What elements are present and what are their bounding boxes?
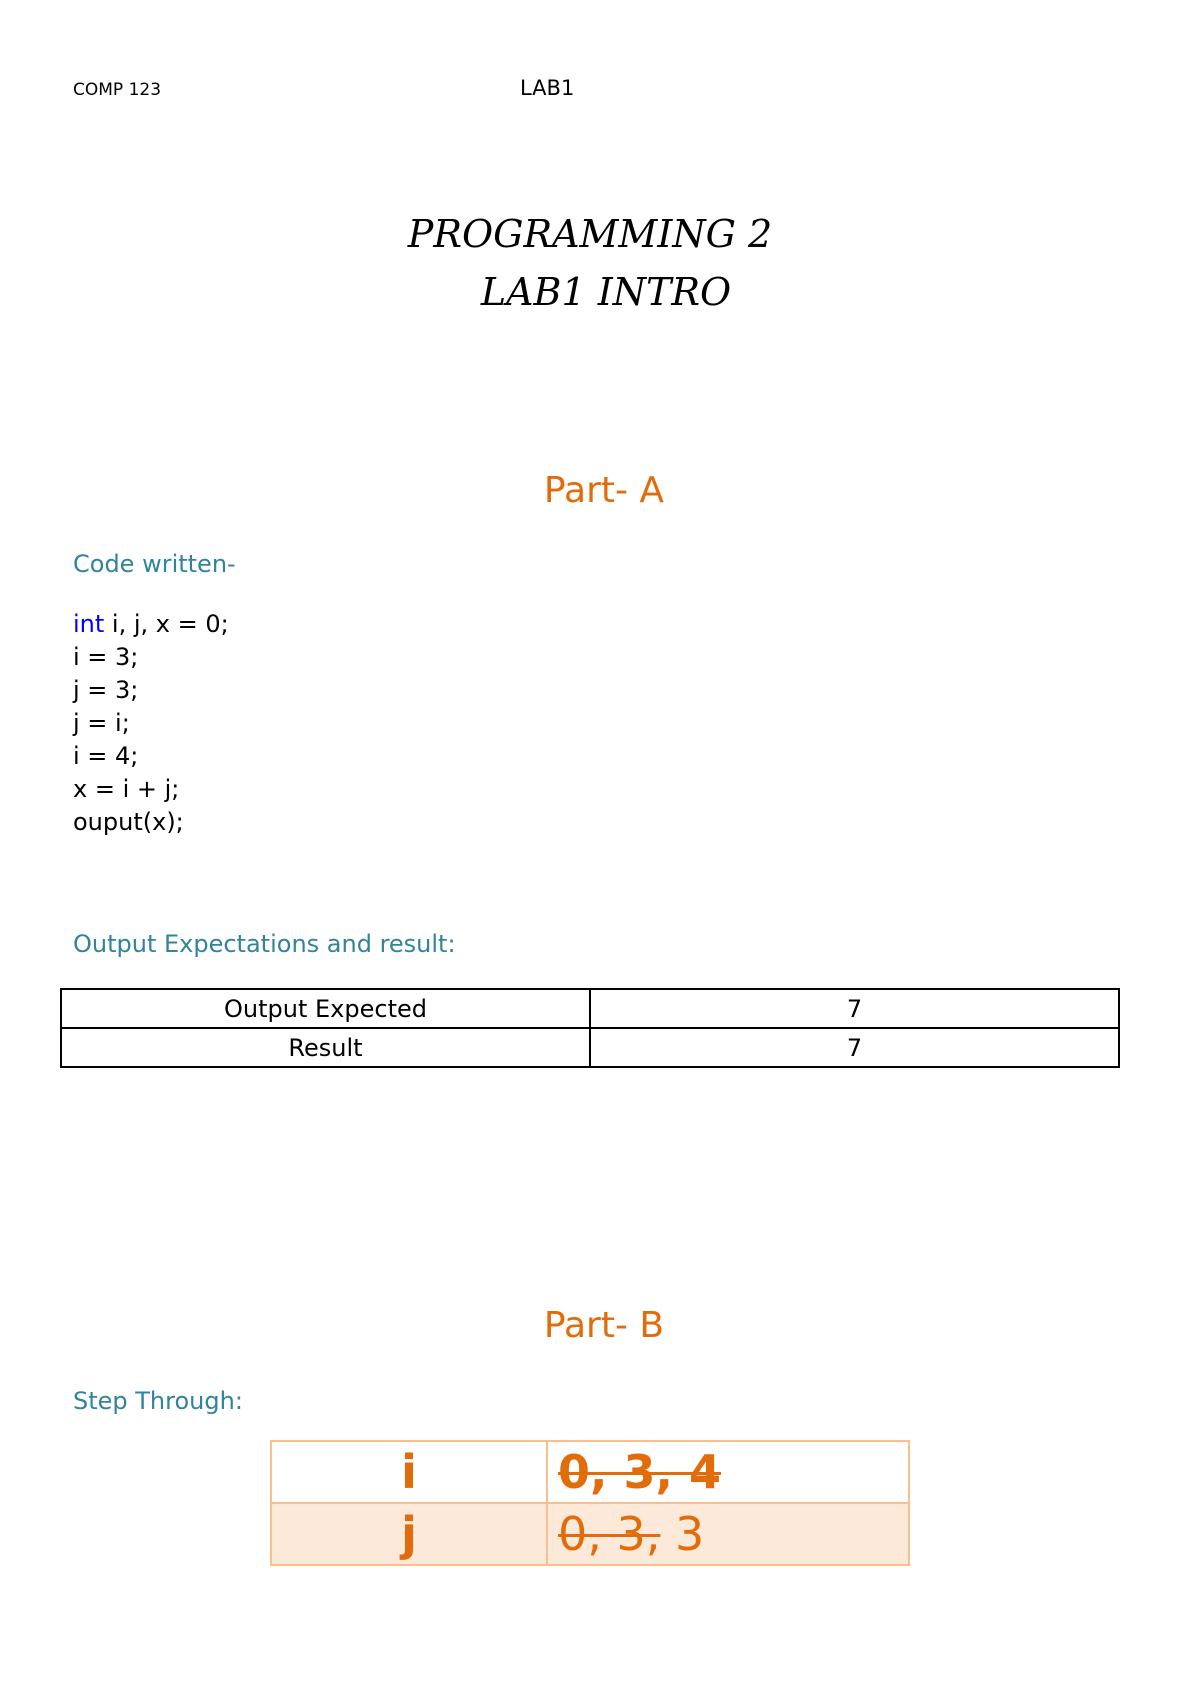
code-text: i, j, x = 0; xyxy=(104,610,229,638)
output-table xyxy=(60,988,1120,1068)
code-line: j = i; xyxy=(73,709,130,737)
code-line: i = 3; xyxy=(73,643,139,671)
part-a-heading: Part- A xyxy=(543,470,665,511)
code-block xyxy=(73,608,229,839)
variable-name-cell: i xyxy=(271,1441,547,1503)
code-keyword: int xyxy=(73,610,105,638)
code-line: j = 3; xyxy=(73,676,139,704)
table-row xyxy=(271,1441,909,1503)
variable-values-cell xyxy=(547,1441,909,1503)
code-line: x = i + j; xyxy=(73,775,180,803)
header-lab: LAB1 xyxy=(520,76,575,100)
variable-name-cell: j xyxy=(271,1503,547,1565)
document-title-line2: LAB1 INTRO xyxy=(480,270,732,314)
table-cell-label: Output Expected xyxy=(61,989,590,1028)
code-written-heading: Code written- xyxy=(73,550,236,578)
struck-values: 0, 3, 4 xyxy=(558,1445,721,1499)
table-cell-value: 7 xyxy=(590,989,1119,1028)
code-line xyxy=(73,608,229,641)
code-line: i = 4; xyxy=(73,742,139,770)
header-course: COMP 123 xyxy=(73,80,162,100)
part-b-heading: Part- B xyxy=(543,1305,665,1346)
code-line: ouput(x); xyxy=(73,808,184,836)
table-row xyxy=(61,989,1119,1028)
struck-values: 0, 3, xyxy=(558,1507,661,1561)
current-value: 3 xyxy=(660,1507,705,1561)
step-through-table xyxy=(270,1440,910,1566)
table-row xyxy=(271,1503,909,1565)
document-title-line1: PROGRAMMING 2 xyxy=(407,212,773,256)
output-heading: Output Expectations and result: xyxy=(73,930,456,958)
table-row xyxy=(61,1028,1119,1067)
variable-values-cell xyxy=(547,1503,909,1565)
table-cell-value: 7 xyxy=(590,1028,1119,1067)
step-through-heading: Step Through: xyxy=(73,1387,243,1415)
table-cell-label: Result xyxy=(61,1028,590,1067)
